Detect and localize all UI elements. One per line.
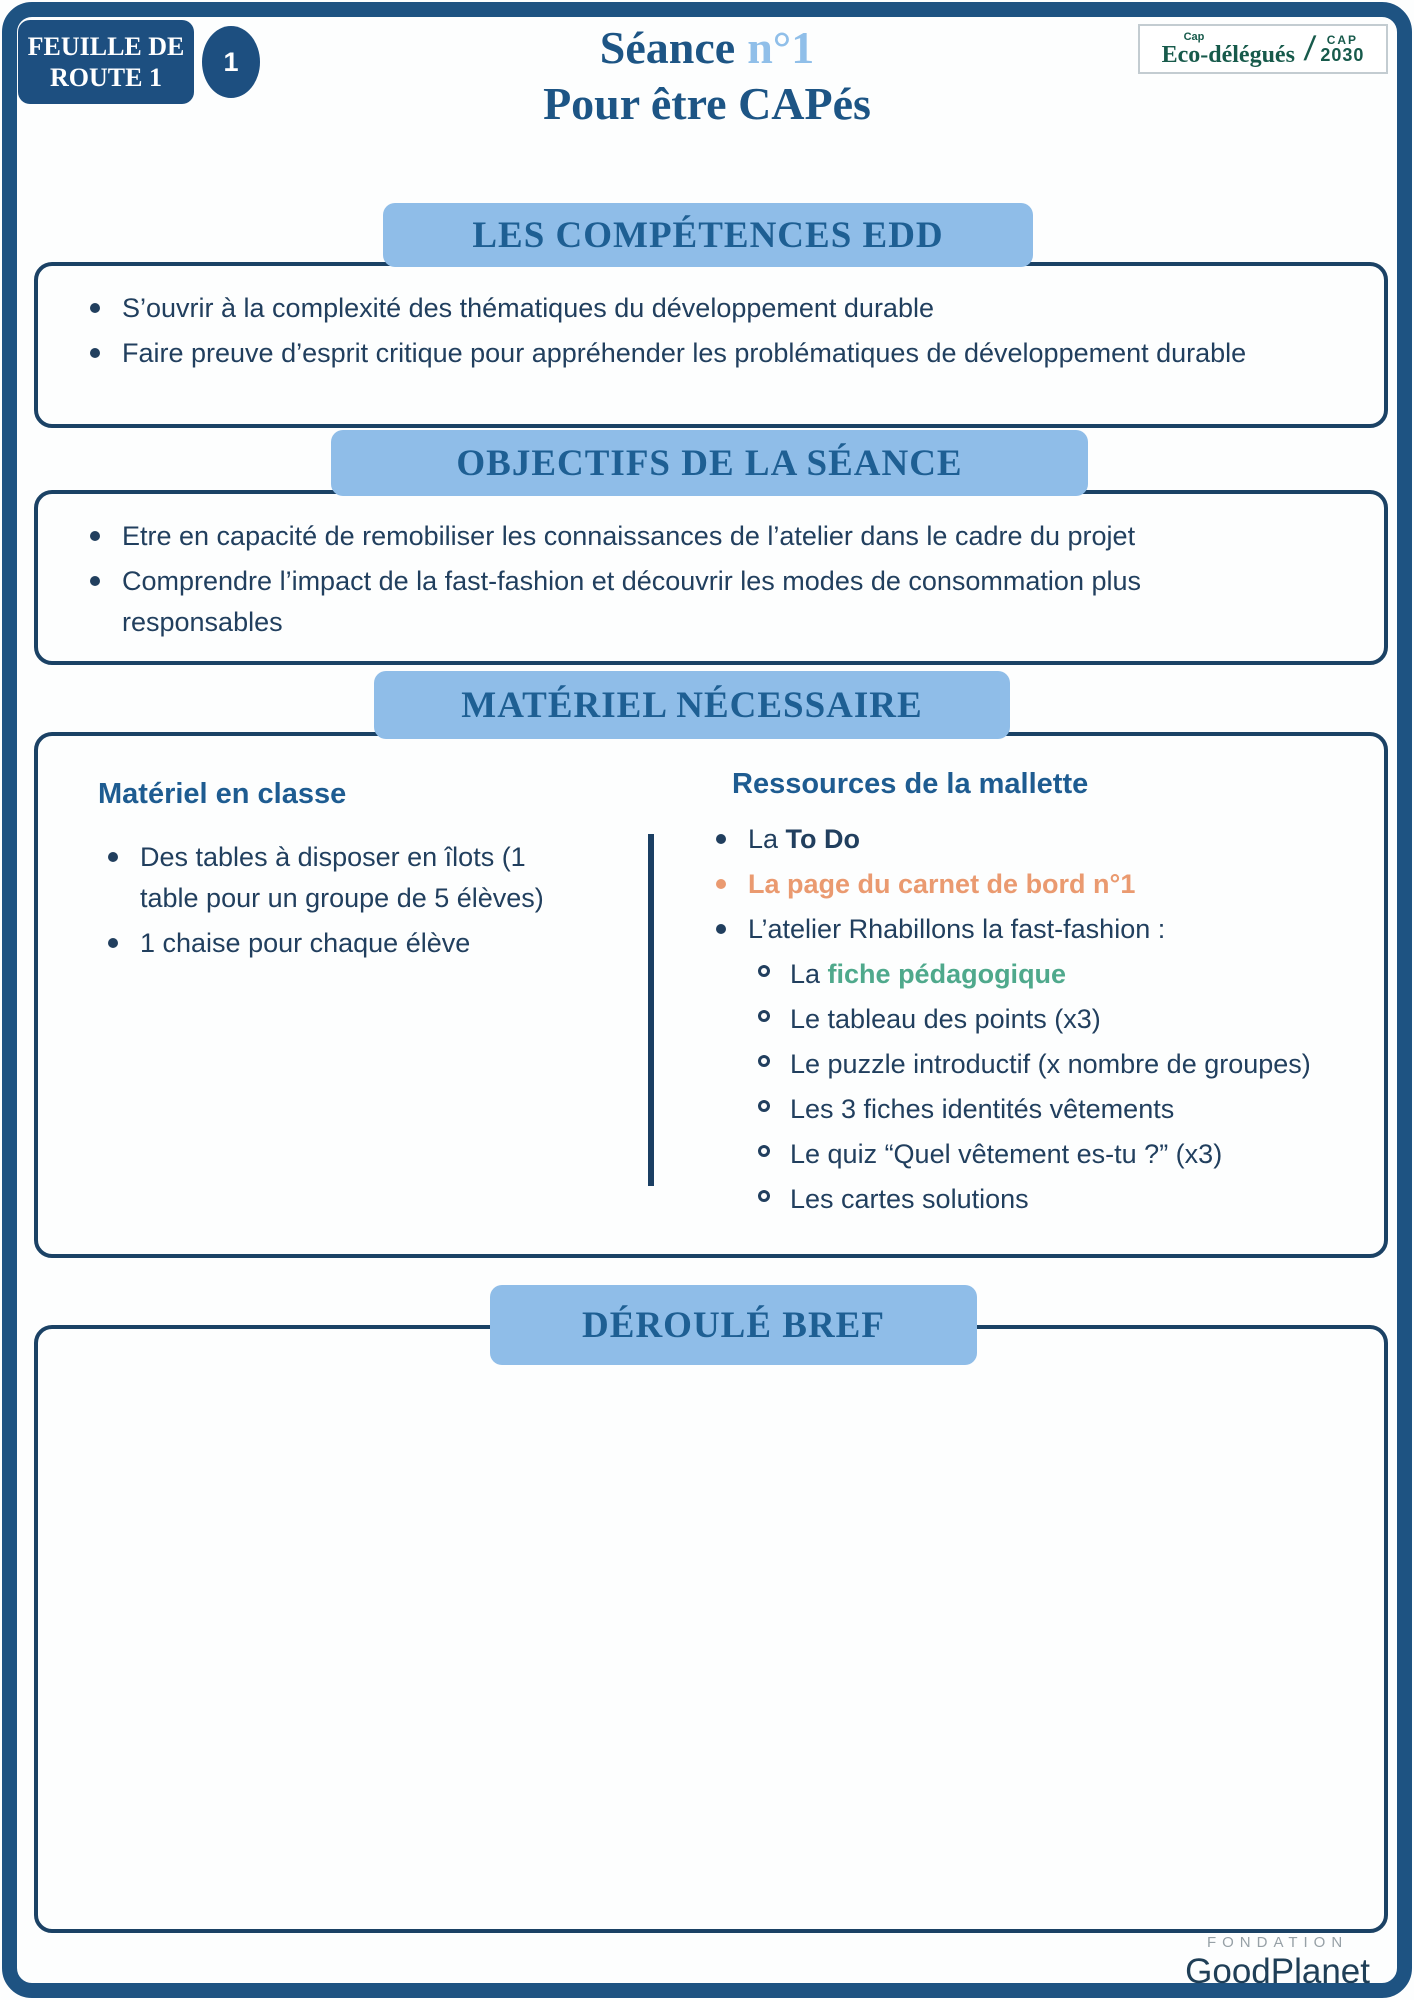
list-item: [68, 516, 1344, 557]
bullet-icon: [90, 531, 100, 541]
list-item: [740, 1134, 1374, 1175]
title-seance: Séance: [599, 22, 736, 73]
todo-bold: To Do: [785, 824, 861, 854]
page-number: 1: [223, 46, 239, 77]
objectif-text: Etre en capacité de remobiliser les connaissances de l’atelier dans le cadre du projet: [122, 521, 1136, 551]
logo-cap2030-block: [1320, 34, 1364, 64]
objectif-text: Comprendre l’impact de la fast-fashion et découvrir les modes de consommation plus responsables: [122, 566, 1141, 637]
sub-item: Les 3 fiches identités vêtements: [790, 1094, 1175, 1124]
list-item: [86, 923, 606, 964]
classe-item: Des tables à disposer en îlots (1 table pour un groupe de 5 élèves): [140, 842, 544, 913]
fiche-prefix: La: [790, 959, 828, 989]
title-line2: Pour être CAPés: [543, 78, 871, 129]
list-item: [694, 909, 1374, 950]
logo-name: Eco-délégués: [1161, 41, 1295, 68]
sub-item: Le quiz “Quel vêtement es-tu ?” (x3): [790, 1139, 1223, 1169]
mallette-item-carnet: La page du carnet de bord n°1: [748, 869, 1136, 899]
bullet-icon: [90, 303, 100, 313]
route-badge-line2: ROUTE 1: [50, 63, 162, 92]
list-item: [740, 999, 1374, 1040]
sub-item: Les cartes solutions: [790, 1184, 1029, 1214]
logo-left-block: [1162, 32, 1295, 67]
mallette-heading: Ressources de la mallette: [732, 768, 1089, 800]
materiel-mallette-column: [694, 768, 1374, 1224]
bullet-icon: [90, 348, 100, 358]
list-item: [68, 288, 1344, 329]
bullet-icon: [108, 852, 118, 862]
list-item: [68, 333, 1344, 374]
classe-heading: Matériel en classe: [98, 778, 347, 810]
bullet-icon: [108, 938, 118, 948]
circle-bullet-icon: [758, 1010, 770, 1022]
eco-delegues-logo: [1138, 24, 1388, 74]
sub-item: Le puzzle introductif (x nombre de groupes): [790, 1049, 1311, 1079]
list-item: [740, 1089, 1374, 1130]
circle-bullet-icon: [758, 1055, 770, 1067]
list-item: [740, 954, 1374, 995]
circle-bullet-icon: [758, 965, 770, 977]
logo-year: 2030: [1320, 45, 1365, 65]
mallette-item-atelier: L’atelier Rhabillons la fast-fashion :: [748, 914, 1166, 944]
bullet-icon: [716, 924, 726, 934]
title-number: n°1: [747, 22, 815, 73]
competence-text: Faire preuve d’esprit critique pour appréhender les problématiques de développement durable: [122, 338, 1247, 368]
circle-bullet-icon: [758, 1100, 770, 1112]
bullet-icon: [90, 576, 100, 586]
goodplanet-logo: [1185, 1934, 1370, 1992]
objectifs-box: [34, 490, 1388, 665]
materiel-header: MATÉRIEL NÉCESSAIRE: [374, 671, 1010, 739]
goodplanet-label: GoodPlanet: [1185, 1952, 1370, 1991]
list-item: [740, 1179, 1374, 1220]
list-item: [68, 561, 1344, 643]
classe-item: 1 chaise pour chaque élève: [140, 928, 471, 958]
sub-item-fiche: [790, 954, 1066, 995]
todo-prefix: La: [748, 824, 786, 854]
deroule-header: DÉROULÉ BREF: [490, 1285, 977, 1365]
deroule-box: [34, 1325, 1388, 1933]
competence-text: S’ouvrir à la complexité des thématiques du développement durable: [122, 293, 934, 323]
list-item: [694, 864, 1374, 905]
logo-slash: /: [1302, 29, 1318, 68]
column-divider: [648, 834, 654, 1186]
materiel-box: [34, 732, 1388, 1258]
bullet-icon: [716, 834, 726, 844]
objectifs-list: [38, 494, 1384, 643]
mallette-item-todo: [748, 819, 860, 860]
fiche-green: fiche pédagogique: [827, 959, 1067, 989]
route-badge-line1: FEUILLE DE: [27, 32, 185, 61]
competences-box: [34, 262, 1388, 428]
list-item: [86, 837, 606, 919]
competences-list: [38, 266, 1384, 374]
materiel-classe-column: [86, 778, 606, 968]
circle-bullet-icon: [758, 1190, 770, 1202]
list-item: [694, 819, 1374, 860]
atelier-sublist: [740, 954, 1374, 1220]
competences-header: LES COMPÉTENCES EDD: [383, 203, 1033, 267]
fondation-label: FONDATION: [1206, 1934, 1349, 1951]
bullet-icon-orange: [716, 879, 726, 889]
objectifs-header: OBJECTIFS DE LA SÉANCE: [331, 430, 1088, 496]
list-item: [740, 1044, 1374, 1085]
logo-cap-right: CAP: [1326, 33, 1359, 47]
circle-bullet-icon: [758, 1145, 770, 1157]
logo-cap-small: Cap: [1183, 30, 1205, 43]
sub-item: Le tableau des points (x3): [790, 1004, 1101, 1034]
